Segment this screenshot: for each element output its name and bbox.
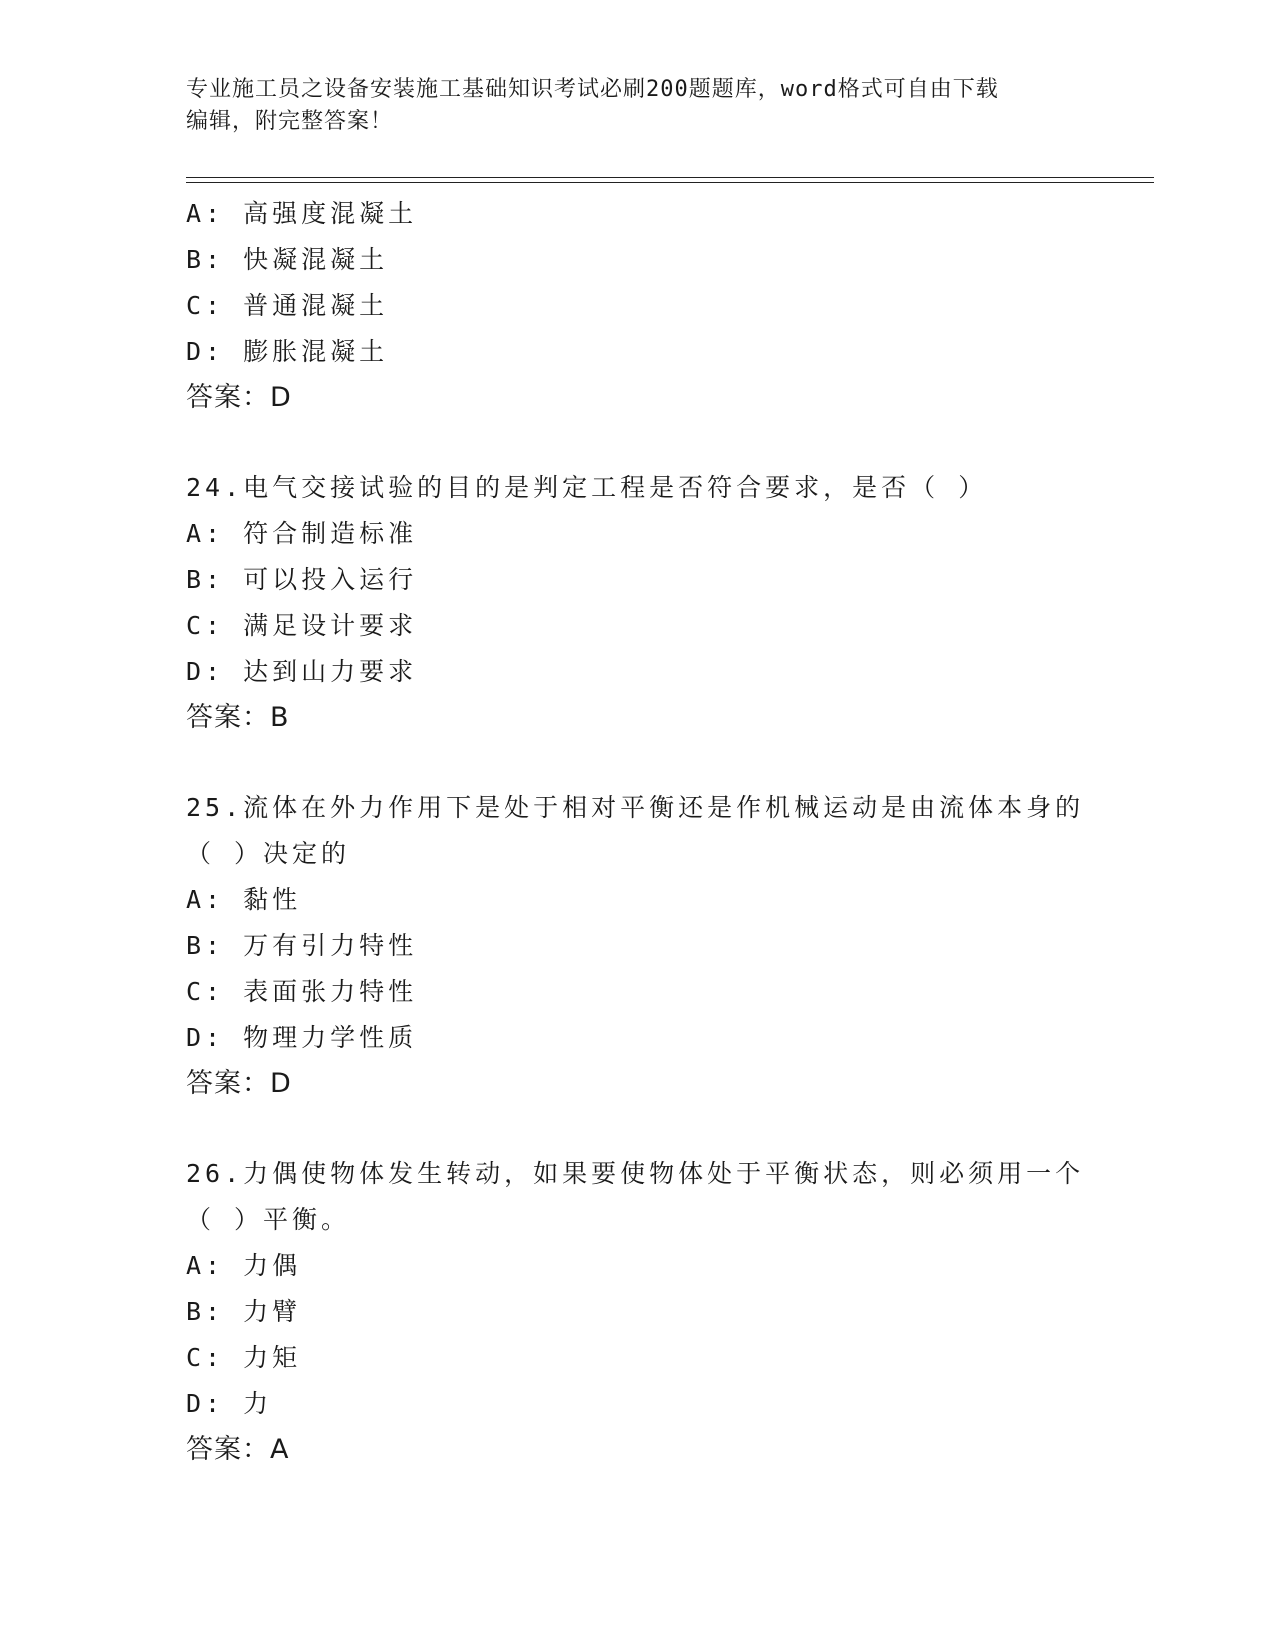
header-divider-top bbox=[186, 177, 1154, 178]
question-25 bbox=[186, 785, 1086, 1107]
option-a: A: 符合制造标准 bbox=[186, 519, 418, 548]
question-stem: 25.流体在外力作用下是处于相对平衡还是作机械运动是由流体本身的 bbox=[186, 793, 1085, 822]
option-b: B: 万有引力特性 bbox=[186, 931, 418, 960]
header-divider-bottom bbox=[186, 182, 1154, 183]
option-b: B: 可以投入运行 bbox=[186, 565, 418, 594]
question-list bbox=[186, 191, 1086, 1473]
option-c: C: 力矩 bbox=[186, 1343, 302, 1372]
spacer bbox=[186, 1107, 1086, 1151]
option-c: C: 表面张力特性 bbox=[186, 977, 418, 1006]
spacer bbox=[186, 741, 1086, 785]
option-d: D: 膨胀混凝土 bbox=[186, 337, 389, 366]
question-26 bbox=[186, 1151, 1086, 1473]
option-d: D: 物理力学性质 bbox=[186, 1023, 418, 1052]
option-b: B: 快凝混凝土 bbox=[186, 245, 389, 274]
option-a: A: 黏性 bbox=[186, 885, 302, 914]
answer-line: 答案：D bbox=[186, 1068, 292, 1099]
question-stem-continued: （ ）决定的 bbox=[186, 839, 351, 868]
answer-line: 答案：A bbox=[186, 1434, 290, 1465]
option-a: A: 高强度混凝土 bbox=[186, 199, 418, 228]
question-23 bbox=[186, 191, 1086, 421]
option-d: D: 达到山力要求 bbox=[186, 657, 418, 686]
spacer bbox=[186, 421, 1086, 465]
question-24 bbox=[186, 465, 1086, 741]
header-line-1: 专业施工员之设备安装施工基础知识考试必刷200题题库，word格式可自由下载 bbox=[186, 77, 999, 102]
document-header bbox=[186, 74, 1086, 138]
question-stem: 24.电气交接试验的目的是判定工程是否符合要求，是否（ ） bbox=[186, 473, 988, 502]
answer-line: 答案：D bbox=[186, 382, 292, 413]
answer-line: 答案：B bbox=[186, 702, 290, 733]
option-c: C: 满足设计要求 bbox=[186, 611, 418, 640]
question-stem-continued: （ ）平衡。 bbox=[186, 1205, 351, 1234]
option-c: C: 普通混凝土 bbox=[186, 291, 389, 320]
option-d: D: 力 bbox=[186, 1389, 273, 1418]
option-a: A: 力偶 bbox=[186, 1251, 302, 1280]
question-stem: 26.力偶使物体发生转动，如果要使物体处于平衡状态，则必须用一个 bbox=[186, 1159, 1085, 1188]
header-line-2: 编辑，附完整答案！ bbox=[186, 109, 394, 134]
option-b: B: 力臂 bbox=[186, 1297, 302, 1326]
